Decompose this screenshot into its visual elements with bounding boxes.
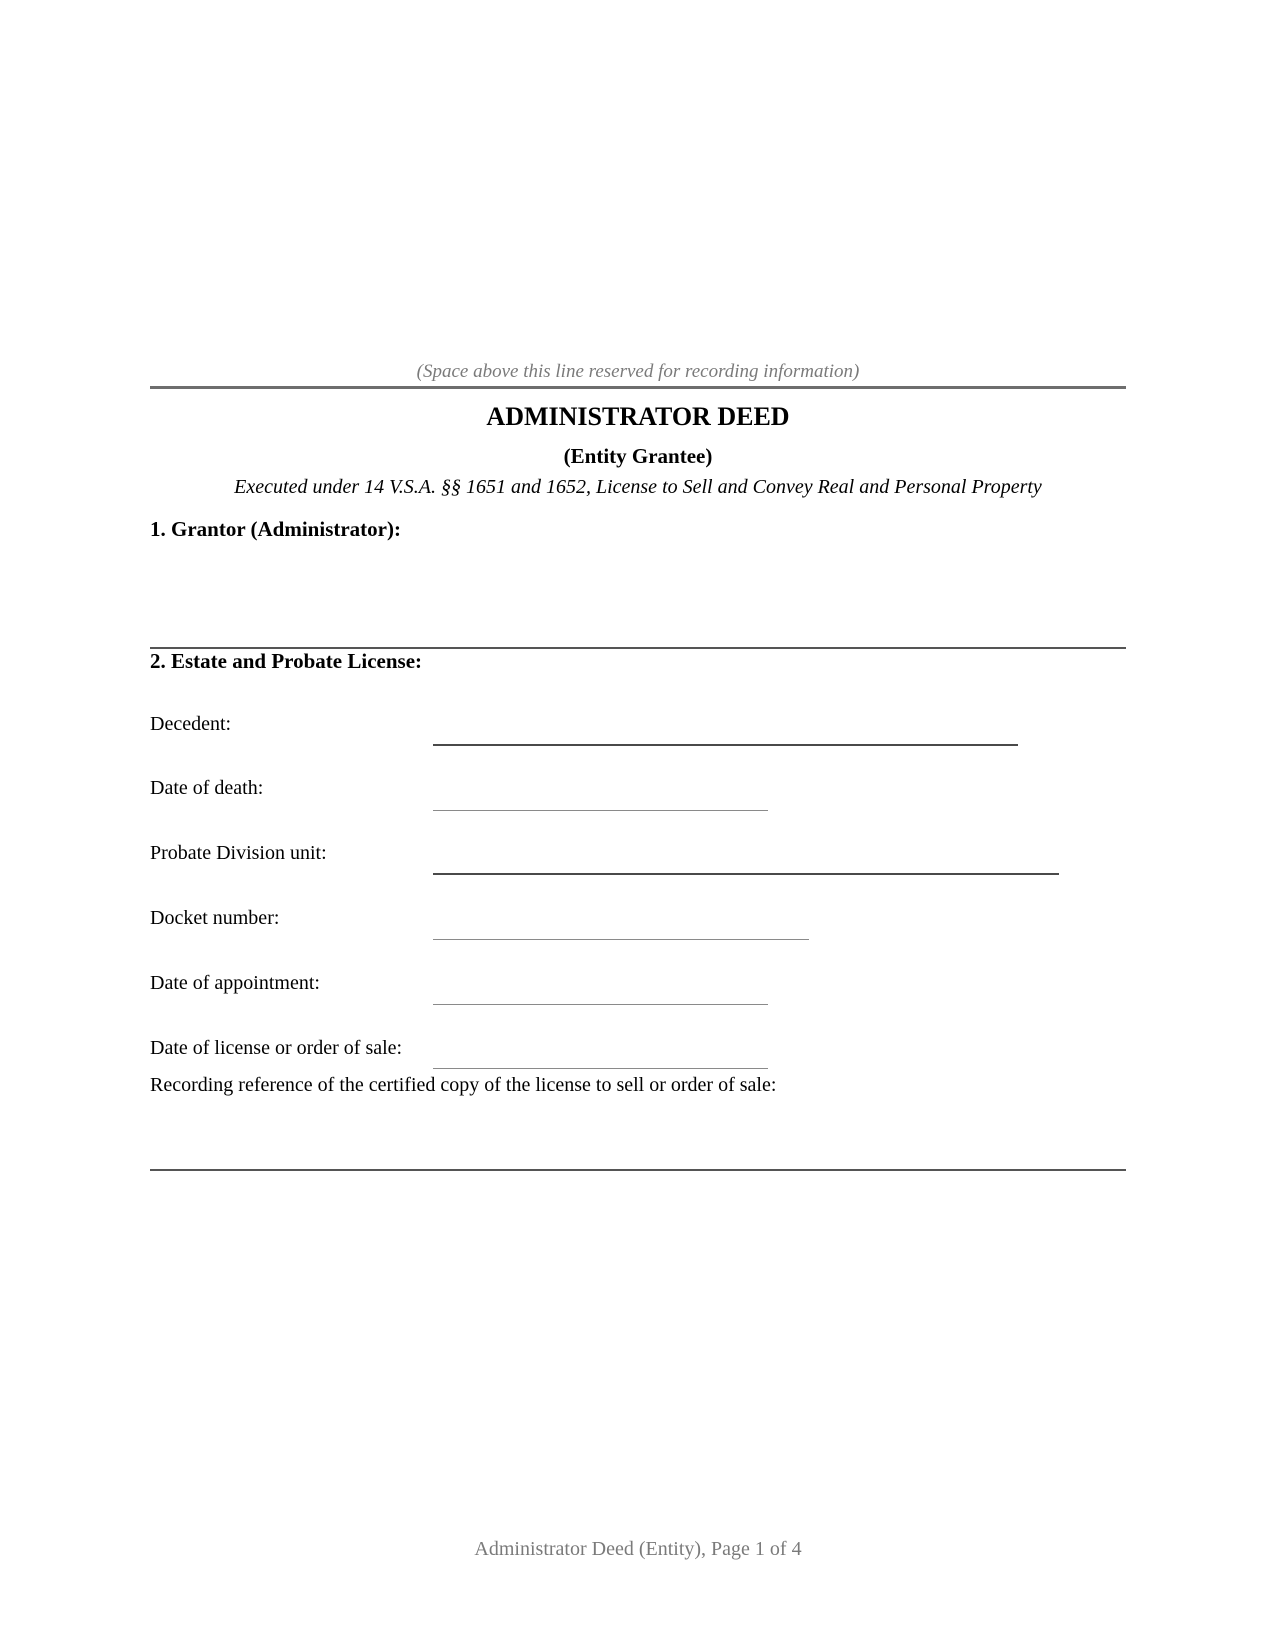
date-of-license-label: Date of license or order of sale: <box>150 1037 403 1059</box>
date-of-death-label: Date of death: <box>150 777 264 799</box>
decedent-field[interactable] <box>433 744 1018 746</box>
document-subtitle: (Entity Grantee) <box>563 444 713 468</box>
estate-section-heading: 2. Estate and Probate License: <box>150 649 423 673</box>
recording-reference-label: Recording reference of the certified copy of the license to sell or order of sale: <box>150 1074 777 1096</box>
recording-space-divider <box>150 386 1126 389</box>
page-footer: Administrator Deed (Entity), Page 1 of 4 <box>474 1538 802 1560</box>
statute-reference: Executed under 14 V.S.A. §§ 1651 and 1652, License to Sell and Convey Real and Personal Property <box>234 476 1042 498</box>
date-of-appointment-field[interactable] <box>433 1004 768 1005</box>
recording-space-note: (Space above this line reserved for recording information) <box>416 361 860 382</box>
grantor-section-heading: 1. Grantor (Administrator): <box>150 517 401 541</box>
probate-division-unit-field[interactable] <box>433 873 1059 875</box>
date-of-license-field[interactable] <box>433 1068 768 1069</box>
recording-reference-answer-line[interactable] <box>150 1169 1126 1171</box>
docket-number-field[interactable] <box>433 939 809 940</box>
docket-number-label: Docket number: <box>150 907 280 929</box>
probate-division-unit-label: Probate Division unit: <box>150 842 327 864</box>
decedent-label: Decedent: <box>150 713 232 735</box>
date-of-appointment-label: Date of appointment: <box>150 972 320 994</box>
date-of-death-field[interactable] <box>433 810 768 811</box>
document-title: ADMINISTRATOR DEED <box>486 402 790 431</box>
